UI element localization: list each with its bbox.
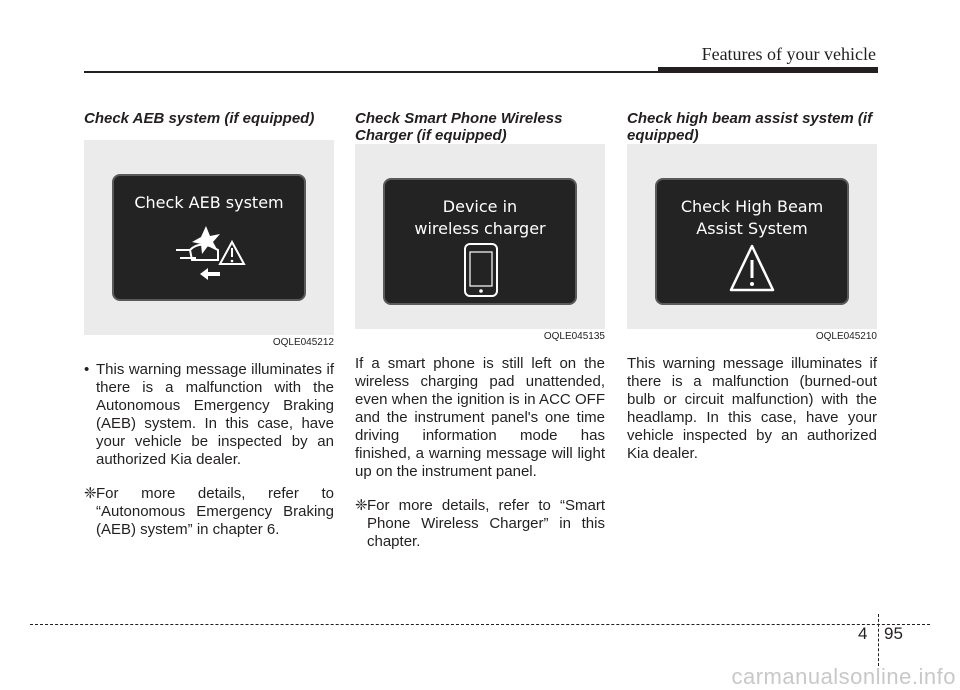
figure-code: OQLE045210 [815,331,877,342]
cluster-display [112,174,306,301]
page-number: 95 [884,624,903,643]
chapter-number: 4 [858,624,868,643]
page-number-separator [878,614,879,666]
bullet-mark: • [84,361,90,378]
running-header: Features of your vehicle [701,44,876,64]
figure-wireless-charger [355,144,605,329]
note-mark: ❈ [84,485,97,502]
reference-note [84,485,334,539]
watermark: carmanualsonline.info [731,664,956,689]
body-text: If a smart phone is still left on the wireless charging pad unattended, even when the ignition is in ACC OFF and the instrument panel's one time driving information mode has finished, a warning message will light up on the instrument panel. [355,355,605,480]
header-rule-accent [658,67,878,73]
figure-high-beam-assist [627,144,877,329]
section-heading: Check high beam assist system (if equipped) [627,110,873,144]
section-heading: Check Smart Phone Wireless Charger (if equipped) [355,110,563,144]
warning-triangle-icon [657,180,851,307]
smartphone-icon [385,180,579,307]
note-text: For more details, refer to “Smart Phone Wireless Charger” in this chapter. [367,497,605,550]
note-text: For more details, refer to “Autonomous Emergency Braking (AEB) system” in chapter 6. [96,485,334,538]
figure-aeb [84,140,334,335]
display-message-line1: Check High Beam [680,197,824,216]
section-aeb [84,110,334,539]
body-text: This warning message illuminates if there is a malfunction (burned-out bulb or circuit malfunction) with the headlamp. In this case, have your vehicle inspected by an authorized Kia dealer. [627,355,877,462]
display-message-line1: Device in [442,197,518,216]
body-text: This warning message illuminates if there is a malfunction with the Autonomous Emergency Braking (AEB) system. In this case, have your vehicle be inspected by an authorized Kia dealer. [96,361,334,468]
footer-rule [30,624,930,625]
display-message-line2: wireless charger [414,219,546,238]
reference-note [355,497,605,551]
section-high-beam-assist [627,110,877,463]
note-mark: ❈ [355,497,368,514]
section-heading: Check AEB system (if equipped) [84,110,315,127]
section-wireless-charger [355,110,605,551]
cluster-display [383,178,577,305]
display-message: Check AEB system [134,193,284,212]
cluster-display [655,178,849,305]
figure-code: OQLE045135 [543,331,605,342]
bullet-paragraph [84,361,334,469]
collision-warning-icon [114,176,308,303]
display-message-line2: Assist System [696,219,808,238]
figure-code: OQLE045212 [272,337,334,348]
